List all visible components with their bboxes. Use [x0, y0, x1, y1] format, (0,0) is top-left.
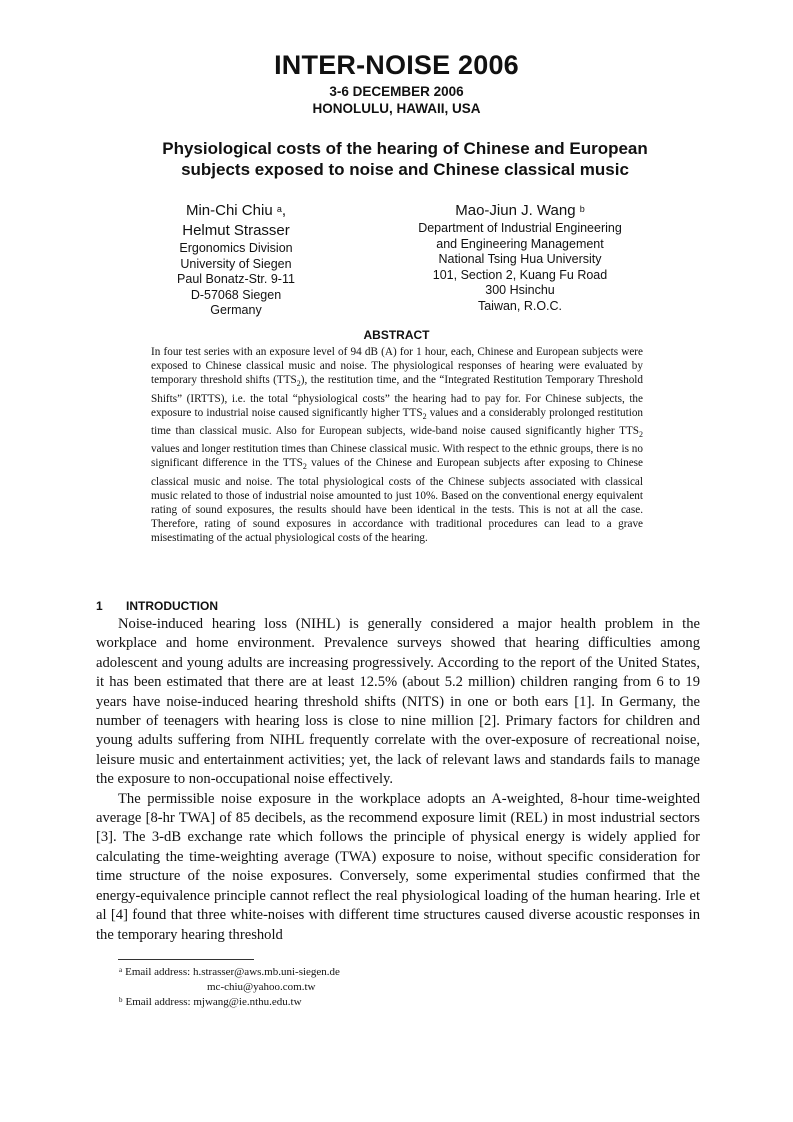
section-heading-introduction	[96, 599, 218, 613]
conference-dates: 3-6 DECEMBER 2006	[329, 84, 464, 99]
email-chiu[interactable]: mc-chiu@yahoo.com.tw	[207, 981, 316, 993]
footnote-b: $^b$ Email address: mjwang@ie.nthu.edu.tw	[119, 996, 302, 1008]
introduction-body	[96, 615, 700, 945]
author-name-strasser: Helmut Strasser	[182, 222, 290, 239]
affiliation-mark-a: a	[276, 204, 282, 214]
affiliation-mark-b: b	[579, 204, 585, 214]
affiliation-line: Department of Industrial Engineering	[418, 221, 622, 235]
paragraph: Noise-induced hearing loss (NIHL) is generally considered a major health problem in the workplace and home environment. Prevalence surveys showed that hearing difficulties among adolescent and young adults are increasing progressively. According to the report of the United States, it has been estimated that there are at least 12.5% (about 5.2 million) children ranging from 6 to 19 years have noise-induced hearing threshold shifts (NITS) in one or both ears [1]. In Germany, the number of teenagers with hearing loss is close to nine million [2]. Primary factors for children and young adults suffering from NIHL frequently correlate with the over-exposure of recreational noise, leisure music and entertainment activities; yet, the lack of relevant laws and standards fails to manage the exposure to non-occupational noise effectively.	[96, 616, 700, 788]
paragraph: The permissible noise exposure in the workplace adopts an A-weighted, 8-hour time-weighted average [8-hr TWA] of 85 decibels, as the recommend exposure limit (REL) in most industrial sectors [3]. The 3-dB exchange rate which follows the principle of physical energy is widely applied for calculating the time-weighting average (TWA) exposure to noise, without specific consideration for time structure of the noise exposures. Conversely, some experimental studies confirmed that the energy-equivalence principle cannot reflect the real physiological loading of the human hearing. Irle et al [4] found that three white-noises with different time structures caused diverse acoustic responses in the temporary hearing threshold	[96, 790, 700, 943]
footnote-divider	[118, 959, 254, 960]
affiliation-line: 300 Hsinchu	[485, 283, 555, 298]
affiliation-line: Ergonomics Division	[179, 241, 293, 255]
paper-title	[100, 138, 710, 180]
author-name-wang: Mao-Jiun J. Wang $^b$	[455, 202, 585, 219]
section-number: 1	[96, 599, 103, 613]
abstract-body: In four test series with an exposure level of 94 dB (A) for 1 hour, each, Chinese and European subjects were exposed to Chinese classical music and noise. The physiological responses of hearing were evaluated by temporary threshold shifts $(TTS_2)$, the restitution time, and the “Integrated Restitution Temporary Threshold Shifts” (IRTTS), i.e. the total “physiological costs” the hearing had to pay for. For Chinese subjects, the exposure to industrial noise caused significantly higher $TTS_2$ values and a considerably prolonged restitution time than classical music. Also for European subjects, wide-band noise caused significantly higher $TTS_2$ values and longer restitution times than Chinese classical music. With respect to the ethnic groups, there is no significant difference in the $TTS_2$ values of the Chinese and European subjects after exposing to Chinese classical music and noise. The total physiological costs of the Chinese subjects associated with classical music related to those of industrial noise amounted to just 10%. Based on the conventional energy equivalent rating of sound exposures, the results should have been identical in the tests. This is not at all the case. Therefore, rating of sound exposures in accordance with traditional procedures can lead to a grave misestimating of the actual physiological costs of the hearing.	[151, 346, 644, 545]
conference-location: HONOLULU, HAWAII, USA	[312, 101, 481, 116]
affiliation-line: University of Siegen	[180, 256, 292, 271]
affiliation-line: Germany	[210, 303, 262, 318]
affiliation-line: Taiwan, R.O.C.	[477, 298, 563, 313]
author-block-left	[160, 201, 312, 319]
footnotes	[119, 965, 340, 1010]
paper-title-line-1: Physiological costs of the hearing of Chinese and European	[162, 139, 648, 158]
affiliation-line: 101, Section 2, Kuang Fu Road	[432, 267, 608, 282]
email-strasser[interactable]: h.strasser@aws.mb.uni-siegen.de	[192, 966, 340, 978]
affiliation-line: Paul Bonatz-Str. 9-11	[177, 272, 295, 287]
author-block-right	[395, 201, 645, 315]
paper-title-line-2: subjects exposed to noise and Chinese classical music	[181, 160, 629, 179]
abstract-heading: ABSTRACT	[363, 328, 430, 342]
affiliation-line: National Tsing Hua University	[438, 252, 602, 267]
author-name-chiu: Min-Chi Chiu $^a$,	[185, 202, 287, 219]
conference-title: INTER-NOISE 2006	[274, 50, 519, 80]
section-title: INTRODUCTION	[126, 599, 218, 613]
email-wang[interactable]: mjwang@ie.nthu.edu.tw	[193, 996, 302, 1008]
affiliation-line: D-57068 Siegen	[190, 287, 282, 302]
affiliation-line: and Engineering Management	[436, 236, 604, 251]
footnote-a: $^a$ Email address: h.strasser@aws.mb.uni-siegen.de	[119, 966, 340, 978]
footnote-a-continued	[119, 980, 340, 995]
